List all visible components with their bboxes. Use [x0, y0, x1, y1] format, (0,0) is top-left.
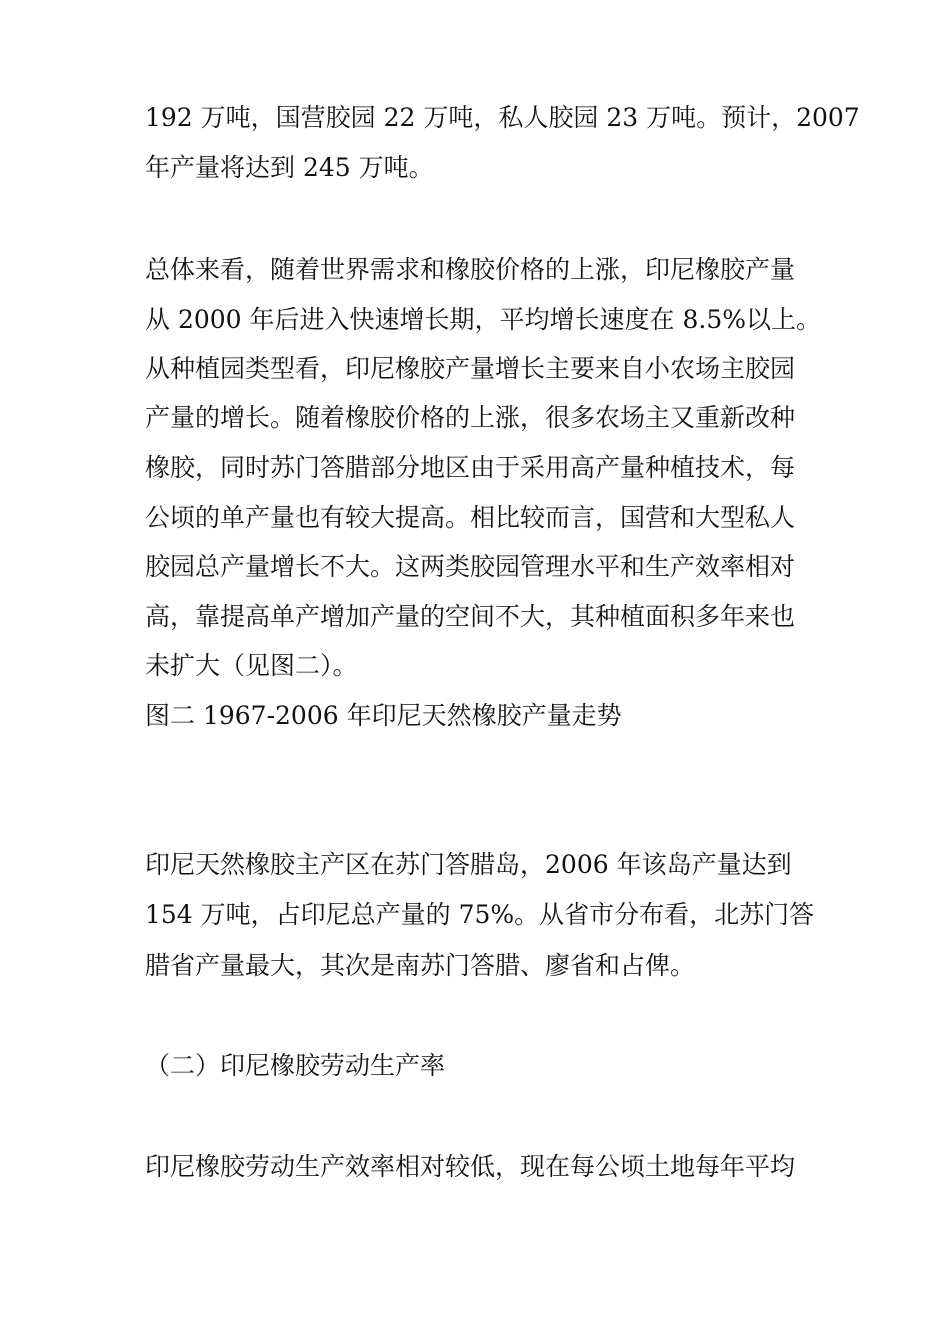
paragraph-2-line-2: 从 2000 年后进入快速增长期，平均增长速度在 8.5%以上。 [145, 305, 821, 334]
paragraph-2-line-1: 总体来看，随着世界需求和橡胶价格的上涨，印尼橡胶产量 [145, 255, 796, 284]
paragraph-2-line-9: 未扩大（见图二）。 [145, 651, 358, 680]
paragraph-2-line-8: 高，靠提高单产增加产量的空间不大，其种植面积多年来也 [145, 602, 796, 631]
paragraph-2-line-7: 胶园总产量增长不大。这两类胶园管理水平和生产效率相对 [145, 552, 796, 581]
paragraph-1-line-2: 年产量将达到 245 万吨。 [145, 153, 434, 182]
paragraph-3-line-2: 154 万吨，占印尼总产量的 75%。从省市分布看，北苏门答 [145, 900, 815, 929]
paragraph-1-line-1: 192 万吨，国营胶园 22 万吨，私人胶园 23 万吨。预计，2007 [145, 103, 860, 132]
paragraph-2-line-4: 产量的增长。随着橡胶价格的上涨，很多农场主又重新改种 [145, 403, 796, 432]
paragraph-3-line-1: 印尼天然橡胶主产区在苏门答腊岛，2006 年该岛产量达到 [145, 850, 792, 879]
figure-caption: 图二 1967-2006 年印尼天然橡胶产量走势 [145, 701, 622, 730]
paragraph-2-line-5: 橡胶，同时苏门答腊部分地区由于采用高产量种植技术，每 [145, 453, 796, 482]
paragraph-3-line-3: 腊省产量最大，其次是南苏门答腊、廖省和占俾。 [145, 951, 696, 980]
paragraph-4-line-1: 印尼橡胶劳动生产效率相对较低，现在每公顷土地每年平均 [145, 1152, 796, 1181]
paragraph-2-line-6: 公顷的单产量也有较大提高。相比较而言，国营和大型私人 [145, 503, 796, 532]
section-heading: （二）印尼橡胶劳动生产率 [145, 1051, 446, 1080]
paragraph-2-line-3: 从种植园类型看，印尼橡胶产量增长主要来自小农场主胶园 [145, 354, 796, 383]
